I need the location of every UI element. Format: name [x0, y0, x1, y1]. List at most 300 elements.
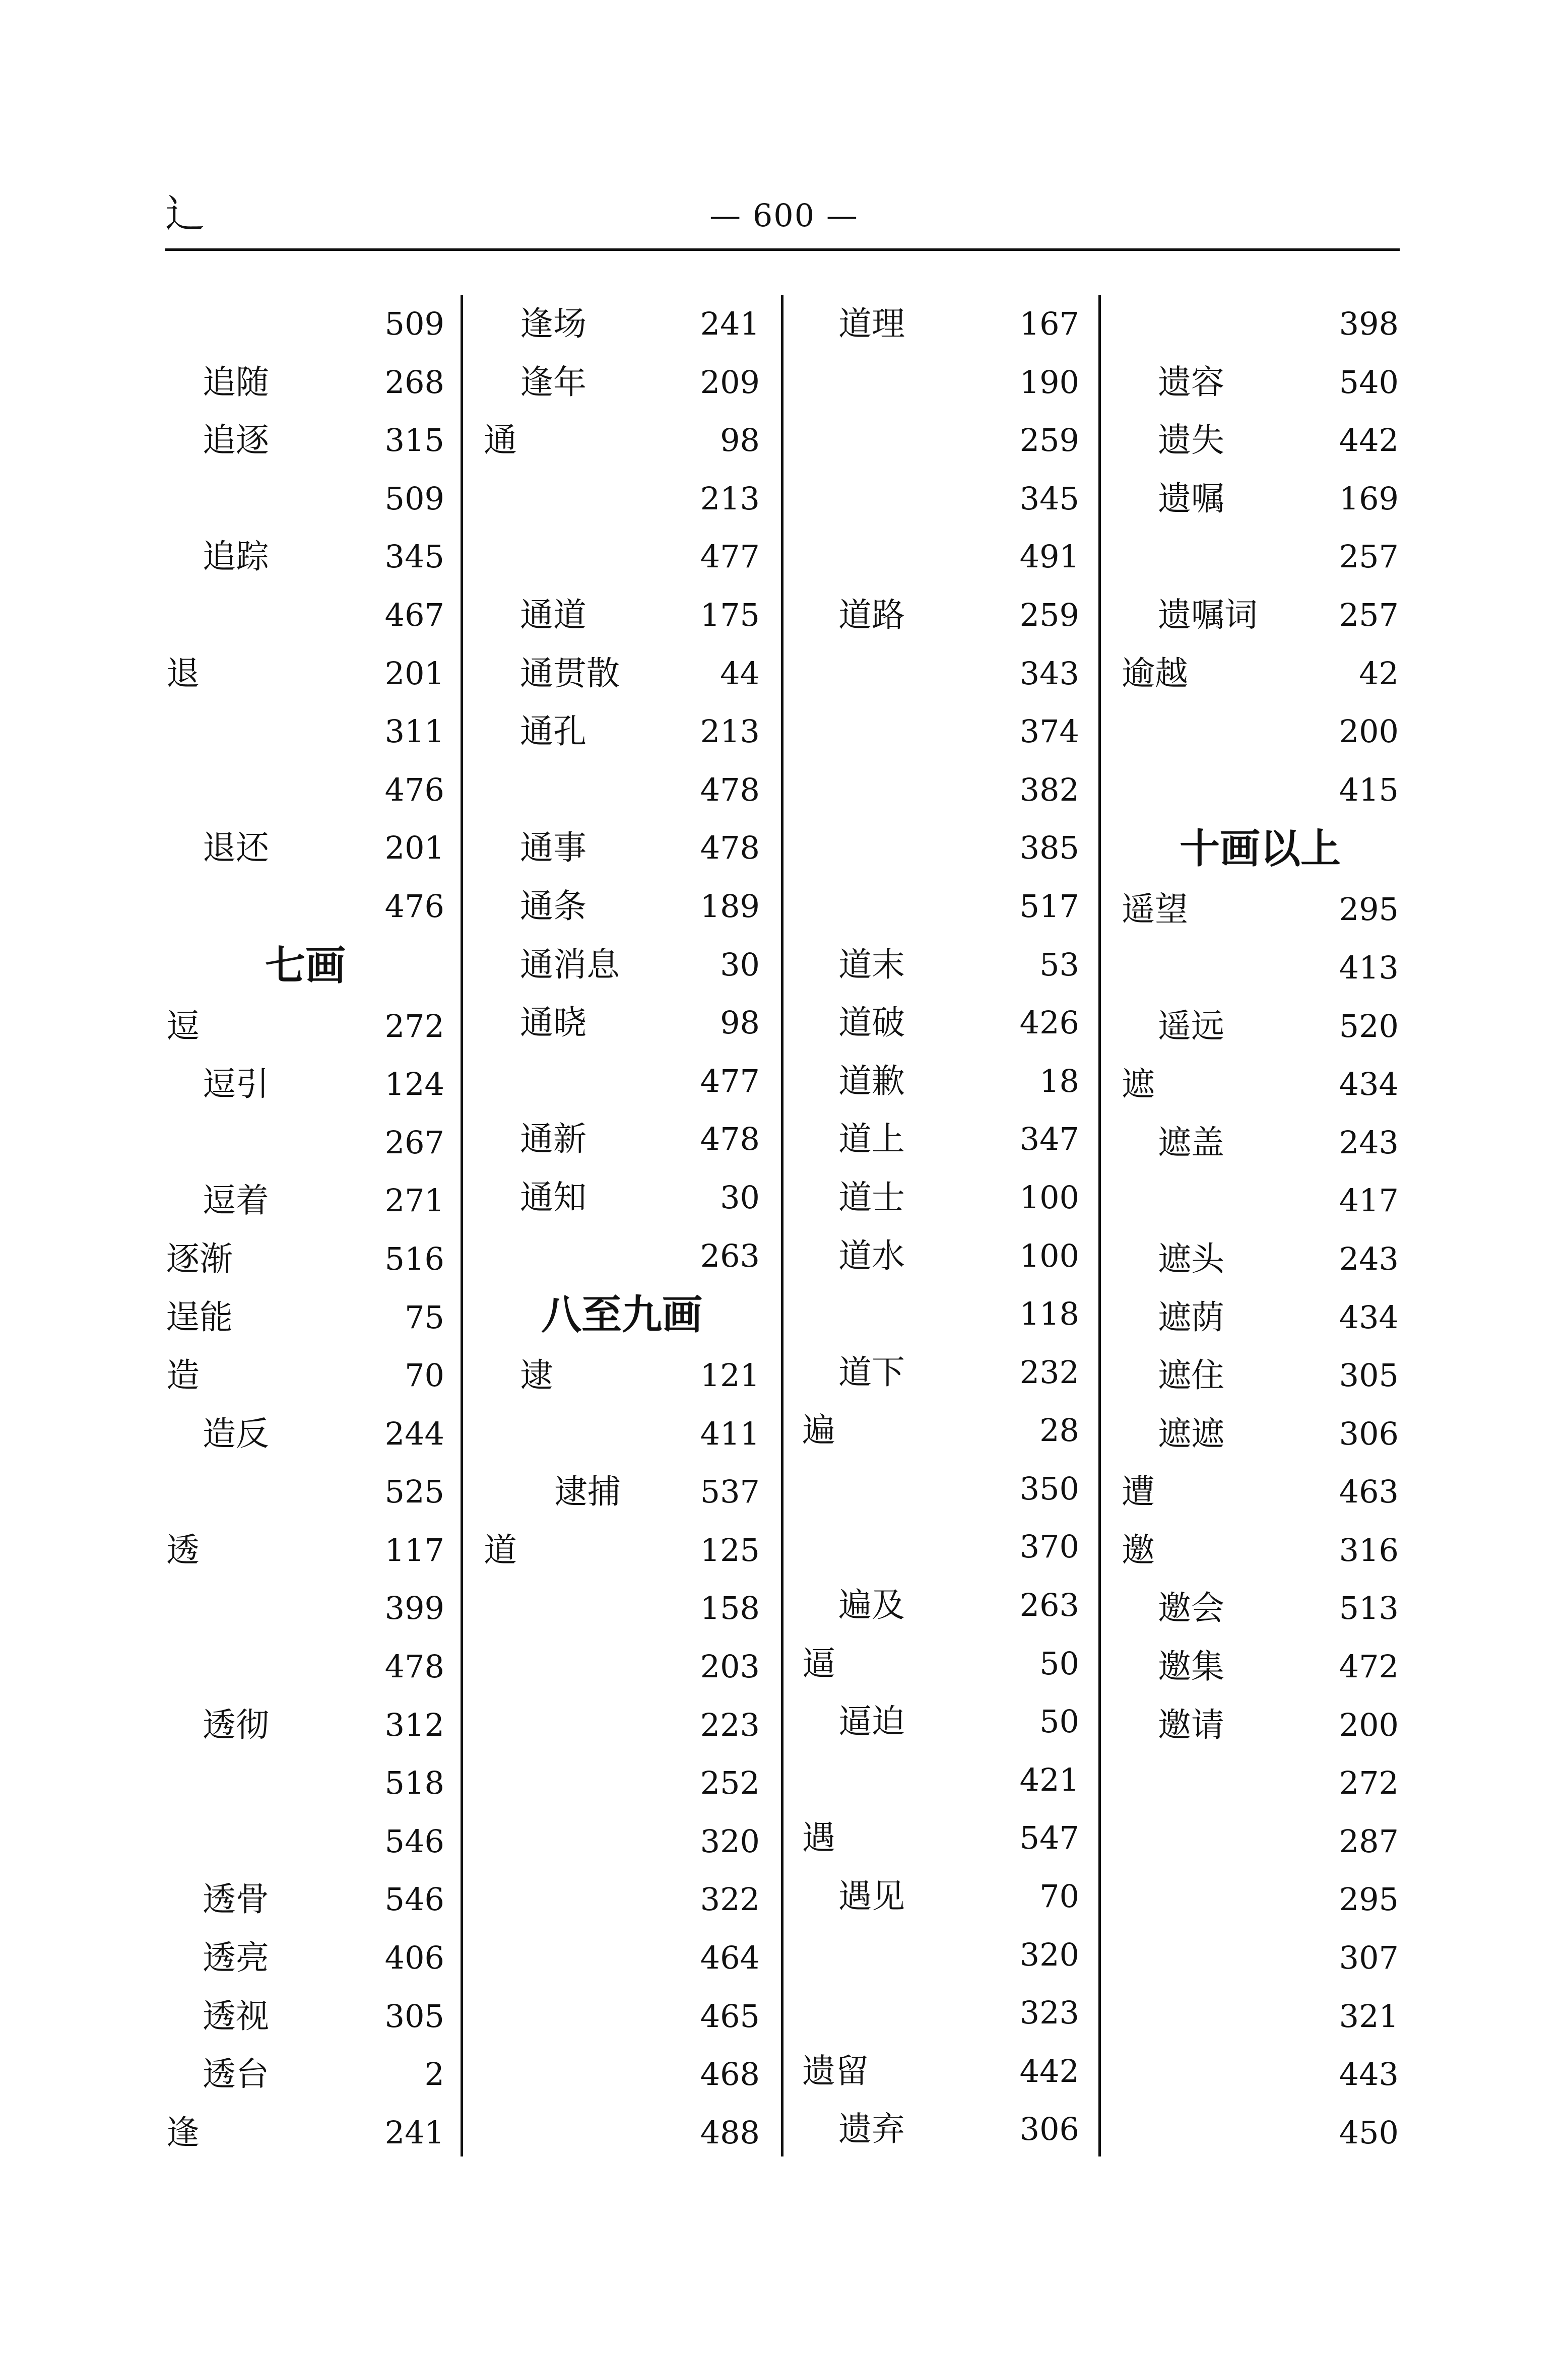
entry-page-number: 267: [384, 1124, 444, 1161]
entry-page-number: 525: [384, 1473, 444, 1511]
index-entry: [484, 586, 760, 644]
index-entry: [802, 1926, 1079, 1984]
entry-page-number: 200: [1339, 1706, 1399, 1743]
entry-page-number: 268: [384, 363, 444, 401]
index-entry: [802, 353, 1079, 412]
section-heading-row: [1122, 819, 1399, 880]
entry-page-number: 476: [384, 887, 444, 925]
entry-page-number: 478: [700, 829, 760, 867]
entry-term: 遗容: [1158, 362, 1224, 402]
entry-page-number: 241: [700, 305, 760, 342]
entry-page-number: 118: [1019, 1295, 1079, 1333]
entry-term: 道士: [838, 1178, 905, 1217]
index-entry: [802, 1751, 1079, 1809]
index-entry: [166, 644, 444, 703]
entry-term: 透亮: [203, 1938, 269, 1978]
entry-page-number: 374: [1019, 713, 1079, 750]
index-entry: [166, 997, 444, 1056]
index-entry: [166, 2104, 444, 2162]
index-entry: [802, 2042, 1079, 2101]
entry-term: 逐渐: [166, 1239, 233, 1278]
index-entry: [166, 1055, 444, 1114]
index-entry: [166, 470, 444, 528]
index-entry: [802, 1518, 1079, 1576]
page-number: — 600 —: [709, 197, 859, 234]
entry-term: 通条: [520, 886, 586, 926]
index-entry: [802, 411, 1079, 470]
entry-page-number: 305: [1339, 1357, 1399, 1394]
entry-term: 造反: [203, 1414, 269, 1453]
index-entry: [166, 586, 444, 644]
index-entry: [166, 1463, 444, 1521]
entry-page-number: 399: [384, 1590, 444, 1627]
index-entry: [484, 2104, 760, 2162]
header-rule: [165, 248, 1400, 251]
index-entry: [802, 1460, 1079, 1518]
entry-page-number: 257: [1339, 596, 1399, 633]
index-entry: [484, 1110, 760, 1168]
index-entry: [484, 528, 760, 586]
entry-term: 道上: [838, 1120, 905, 1159]
entry-page-number: 213: [700, 480, 760, 517]
index-entry: [1122, 997, 1399, 1056]
entry-page-number: 468: [700, 2056, 760, 2093]
entry-term: 通知: [520, 1178, 586, 1217]
index-entry: [802, 1809, 1079, 1867]
entry-term: 通孔: [520, 712, 586, 751]
entry-term: 道破: [838, 1003, 905, 1042]
index-entry: [484, 1052, 760, 1110]
entry-page-number: 491: [1019, 538, 1079, 575]
index-entry: [166, 702, 444, 761]
entry-page-number: 295: [1339, 891, 1399, 928]
index-entry: [484, 702, 760, 761]
entry-page-number: 546: [384, 1822, 444, 1860]
index-entry: [1122, 1171, 1399, 1230]
index-entry: [802, 1052, 1079, 1110]
entry-page-number: 546: [384, 1881, 444, 1918]
entry-page-number: 417: [1339, 1182, 1399, 1219]
entry-page-number: 271: [384, 1182, 444, 1219]
index-entry: [484, 819, 760, 877]
entry-page-number: 125: [700, 1531, 760, 1568]
entry-page-number: 167: [1019, 305, 1079, 342]
index-entry: [1122, 939, 1399, 997]
index-entry: [484, 1812, 760, 1871]
index-entry: [1122, 2045, 1399, 2104]
entry-term: 逼迫: [838, 1702, 905, 1741]
index-entry: [1122, 586, 1399, 644]
entry-page-number: 322: [700, 1881, 760, 1918]
entry-page-number: 476: [384, 771, 444, 808]
entry-page-number: 509: [384, 305, 444, 342]
index-entry: [166, 1812, 444, 1871]
entry-term: 道水: [838, 1236, 905, 1275]
entry-term: 通: [484, 421, 517, 460]
index-entry: [484, 470, 760, 528]
entry-page-number: 434: [1339, 1298, 1399, 1336]
index-entry: [166, 1638, 444, 1696]
index-entry: [802, 586, 1079, 644]
entry-page-number: 306: [1019, 2111, 1079, 2148]
entry-page-number: 223: [700, 1706, 760, 1743]
index-entry: [166, 761, 444, 819]
entry-page-number: 213: [700, 713, 760, 750]
entry-term: 追踪: [203, 537, 269, 576]
entry-term: 逢年: [520, 362, 586, 402]
entry-term: 遭: [1122, 1472, 1155, 1512]
entry-page-number: 241: [384, 2114, 444, 2151]
index-column-3: [802, 295, 1079, 2159]
entry-page-number: 370: [1019, 1528, 1079, 1565]
entry-page-number: 252: [700, 1764, 760, 1802]
index-entry: [484, 994, 760, 1052]
index-entry: [484, 353, 760, 412]
index-entry: [166, 411, 444, 470]
entry-page-number: 75: [405, 1298, 444, 1336]
index-entry: [802, 1984, 1079, 2042]
entry-page-number: 343: [1019, 655, 1079, 692]
index-entry: [1122, 1346, 1399, 1405]
index-entry: [1122, 528, 1399, 586]
entry-term: 逮: [520, 1356, 553, 1395]
entry-page-number: 345: [384, 538, 444, 575]
entry-page-number: 169: [1339, 480, 1399, 517]
index-entry: [484, 1638, 760, 1696]
entry-term: 通贯散: [520, 653, 620, 693]
entry-page-number: 98: [720, 422, 760, 459]
column-divider: [1098, 295, 1101, 2156]
entry-page-number: 201: [384, 829, 444, 867]
index-entry: [802, 994, 1079, 1052]
index-entry: [1122, 880, 1399, 939]
entry-term: 逢: [166, 2113, 200, 2152]
index-entry: [166, 295, 444, 353]
entry-term: 通新: [520, 1120, 586, 1159]
entry-page-number: 243: [1339, 1240, 1399, 1277]
entry-page-number: 464: [700, 1939, 760, 1977]
index-entry: [1122, 1230, 1399, 1288]
section-heading-row: [166, 936, 444, 997]
index-entry: [802, 470, 1079, 528]
entry-term: 邀会: [1158, 1589, 1224, 1628]
entry-term: 道路: [838, 595, 905, 634]
entry-page-number: 263: [1019, 1587, 1079, 1624]
entry-term: 追逐: [203, 421, 269, 460]
index-entry: [484, 1463, 760, 1521]
entry-page-number: 244: [384, 1415, 444, 1452]
entry-term: 道歉: [838, 1061, 905, 1100]
index-entry: [802, 936, 1079, 994]
entry-page-number: 320: [700, 1822, 760, 1860]
entry-page-number: 259: [1019, 422, 1079, 459]
entry-term: 遗弃: [838, 2110, 905, 2149]
entry-page-number: 537: [700, 1473, 760, 1511]
index-entry: [1122, 411, 1399, 470]
index-entry: [484, 761, 760, 819]
entry-page-number: 263: [700, 1237, 760, 1274]
entry-term: 通事: [520, 828, 586, 868]
entry-term: 遇见: [838, 1877, 905, 1916]
entry-term: 退: [166, 653, 200, 693]
index-entry: [802, 644, 1079, 703]
entry-page-number: 209: [700, 363, 760, 401]
entry-term: 遮住: [1158, 1356, 1224, 1395]
entry-term: 道末: [838, 945, 905, 984]
entry-page-number: 406: [384, 1939, 444, 1977]
entry-page-number: 345: [1019, 480, 1079, 517]
index-entry: [1122, 1055, 1399, 1114]
section-heading-row: [484, 1285, 760, 1346]
entry-term: 遗嘱词: [1158, 595, 1258, 634]
entry-page-number: 398: [1339, 305, 1399, 342]
index-entry: [484, 411, 760, 470]
entry-page-number: 411: [700, 1415, 760, 1452]
entry-term: 遗留: [802, 2051, 869, 2090]
index-entry: [802, 1343, 1079, 1402]
index-entry: [1122, 295, 1399, 353]
entry-page-number: 100: [1019, 1237, 1079, 1274]
index-entry: [484, 936, 760, 994]
index-entry: [166, 528, 444, 586]
entry-page-number: 450: [1339, 2114, 1399, 2151]
entry-term: 逞能: [166, 1297, 233, 1337]
index-entry: [484, 1405, 760, 1463]
index-column-2: [484, 295, 760, 2159]
index-entry: [1122, 1405, 1399, 1463]
entry-page-number: 547: [1019, 1819, 1079, 1857]
entry-term: 遍: [802, 1411, 835, 1450]
index-entry: [166, 1521, 444, 1580]
entry-page-number: 517: [1019, 887, 1079, 925]
index-entry: [484, 295, 760, 353]
index-entry: [166, 819, 444, 877]
index-entry: [166, 877, 444, 936]
entry-page-number: 70: [1039, 1878, 1079, 1915]
entry-page-number: 347: [1019, 1121, 1079, 1158]
index-entry: [484, 1754, 760, 1812]
index-entry: [1122, 702, 1399, 761]
entry-page-number: 467: [384, 596, 444, 633]
entry-page-number: 385: [1019, 829, 1079, 867]
entry-page-number: 28: [1039, 1412, 1079, 1449]
entry-page-number: 200: [1339, 713, 1399, 750]
entry-page-number: 311: [384, 713, 444, 750]
entry-page-number: 413: [1339, 949, 1399, 986]
index-entry: [484, 1929, 760, 1987]
entry-page-number: 305: [384, 1997, 444, 2035]
entry-page-number: 259: [1019, 596, 1079, 633]
index-entry: [1122, 1929, 1399, 1987]
entry-page-number: 232: [1019, 1353, 1079, 1391]
entry-term: 逾越: [1122, 653, 1188, 693]
index-entry: [1122, 353, 1399, 412]
entry-page-number: 30: [720, 946, 760, 983]
index-entry: [802, 1867, 1079, 1926]
index-entry: [166, 1346, 444, 1405]
column-divider: [461, 295, 463, 2156]
index-entry: [1122, 1579, 1399, 1638]
entry-page-number: 518: [384, 1764, 444, 1802]
entry-page-number: 42: [1359, 655, 1399, 692]
entry-page-number: 426: [1019, 1004, 1079, 1041]
entry-page-number: 478: [700, 771, 760, 808]
entry-term: 透台: [203, 2055, 269, 2094]
entry-term: 道下: [838, 1352, 905, 1392]
entry-term: 遮盖: [1158, 1123, 1224, 1162]
entry-page-number: 509: [384, 480, 444, 517]
index-entry: [802, 1576, 1079, 1634]
entry-page-number: 465: [700, 1997, 760, 2035]
entry-page-number: 287: [1339, 1822, 1399, 1860]
index-entry: [802, 761, 1079, 819]
column-divider: [781, 295, 783, 2156]
entry-page-number: 121: [700, 1357, 760, 1394]
index-column-1: [166, 295, 444, 2159]
index-entry: [802, 528, 1079, 586]
index-entry: [1122, 1463, 1399, 1521]
entry-term: 遗失: [1158, 421, 1224, 460]
entry-page-number: 272: [1339, 1764, 1399, 1802]
entry-page-number: 472: [1339, 1648, 1399, 1685]
index-entry: [166, 353, 444, 412]
entry-page-number: 382: [1019, 771, 1079, 808]
entry-page-number: 316: [1339, 1531, 1399, 1568]
entry-term: 逗: [166, 1006, 200, 1045]
section-heading: 十画以上: [1180, 825, 1341, 873]
entry-page-number: 477: [700, 538, 760, 575]
index-entry: [802, 1110, 1079, 1168]
entry-page-number: 323: [1019, 1994, 1079, 2032]
entry-term: 遇: [802, 1818, 835, 1858]
entry-term: 通道: [520, 595, 586, 634]
entry-page-number: 50: [1039, 1703, 1079, 1740]
entry-page-number: 307: [1339, 1939, 1399, 1977]
entry-page-number: 18: [1039, 1062, 1079, 1099]
entry-page-number: 190: [1019, 363, 1079, 401]
entry-term: 追随: [203, 362, 269, 402]
index-entry: [1122, 1812, 1399, 1871]
entry-page-number: 488: [700, 2114, 760, 2151]
entry-term: 通晓: [520, 1003, 586, 1042]
section-heading: 七画: [265, 942, 346, 989]
index-entry: [1122, 1870, 1399, 1929]
index-entry: [802, 1285, 1079, 1343]
entry-term: 道理: [838, 304, 905, 343]
index-entry: [484, 1521, 760, 1580]
entry-term: 透: [166, 1530, 200, 1570]
entry-term: 逮捕: [554, 1472, 621, 1512]
entry-page-number: 477: [700, 1062, 760, 1099]
entry-page-number: 117: [384, 1531, 444, 1568]
entry-term: 遗嘱: [1158, 479, 1224, 518]
entry-term: 逗引: [203, 1065, 269, 1104]
entry-page-number: 124: [384, 1066, 444, 1103]
entry-term: 遍及: [838, 1586, 905, 1625]
entry-page-number: 442: [1339, 422, 1399, 459]
entry-term: 邀: [1122, 1530, 1155, 1570]
index-entry: [802, 702, 1079, 761]
entry-page-number: 53: [1039, 946, 1079, 983]
entry-page-number: 306: [1339, 1415, 1399, 1452]
entry-term: 造: [166, 1356, 200, 1395]
entry-page-number: 321: [1339, 1997, 1399, 2035]
entry-term: 透骨: [203, 1880, 269, 1919]
index-entry: [1122, 1987, 1399, 2046]
entry-term: 逢场: [520, 304, 586, 343]
entry-term: 透视: [203, 1996, 269, 2036]
index-entry: [484, 1870, 760, 1929]
entry-page-number: 520: [1339, 1007, 1399, 1044]
index-entry: [1122, 1521, 1399, 1580]
index-entry: [166, 2045, 444, 2104]
index-entry: [166, 1230, 444, 1288]
entry-page-number: 272: [384, 1007, 444, 1044]
radical-label: 辶: [165, 191, 205, 237]
entry-page-number: 312: [384, 1706, 444, 1743]
entry-term: 遮荫: [1158, 1297, 1224, 1337]
index-entry: [484, 877, 760, 936]
index-entry: [484, 644, 760, 703]
entry-term: 邀集: [1158, 1647, 1224, 1686]
section-heading: 八至九画: [541, 1291, 702, 1339]
entry-page-number: 50: [1039, 1645, 1079, 1682]
entry-term: 透彻: [203, 1705, 269, 1744]
entry-term: 邀请: [1158, 1705, 1224, 1744]
index-entry: [166, 1754, 444, 1812]
index-entry: [802, 819, 1079, 877]
index-entry: [484, 1227, 760, 1285]
entry-page-number: 70: [405, 1357, 444, 1394]
index-entry: [166, 1929, 444, 1987]
index-entry: [484, 1346, 760, 1405]
entry-page-number: 320: [1019, 1936, 1079, 1973]
index-entry: [1122, 1288, 1399, 1347]
entry-page-number: 158: [700, 1590, 760, 1627]
index-entry: [166, 1288, 444, 1347]
entry-page-number: 415: [1339, 771, 1399, 808]
entry-term: 逗着: [203, 1181, 269, 1220]
entry-page-number: 442: [1019, 2052, 1079, 2089]
entry-page-number: 243: [1339, 1124, 1399, 1161]
index-entry: [802, 1692, 1079, 1751]
entry-page-number: 201: [384, 655, 444, 692]
entry-page-number: 175: [700, 596, 760, 633]
index-entry: [802, 1168, 1079, 1227]
index-entry: [484, 1579, 760, 1638]
entry-term: 遥远: [1158, 1006, 1224, 1045]
index-entry: [166, 1696, 444, 1754]
entry-page-number: 44: [720, 655, 760, 692]
entry-page-number: 478: [384, 1648, 444, 1685]
entry-term: 遮头: [1158, 1239, 1224, 1278]
entry-page-number: 203: [700, 1648, 760, 1685]
entry-term: 遥望: [1122, 890, 1188, 929]
entry-page-number: 100: [1019, 1179, 1079, 1216]
index-entry: [484, 1987, 760, 2046]
entry-page-number: 463: [1339, 1473, 1399, 1511]
entry-page-number: 443: [1339, 2056, 1399, 2093]
index-entry: [1122, 470, 1399, 528]
index-entry: [1122, 1638, 1399, 1696]
entry-term: 逼: [802, 1644, 835, 1683]
index-entry: [166, 1987, 444, 2046]
index-entry: [1122, 761, 1399, 819]
entry-page-number: 98: [720, 1004, 760, 1041]
entry-term: 遮遮: [1158, 1414, 1224, 1453]
index-entry: [484, 1696, 760, 1754]
index-entry: [166, 1114, 444, 1172]
